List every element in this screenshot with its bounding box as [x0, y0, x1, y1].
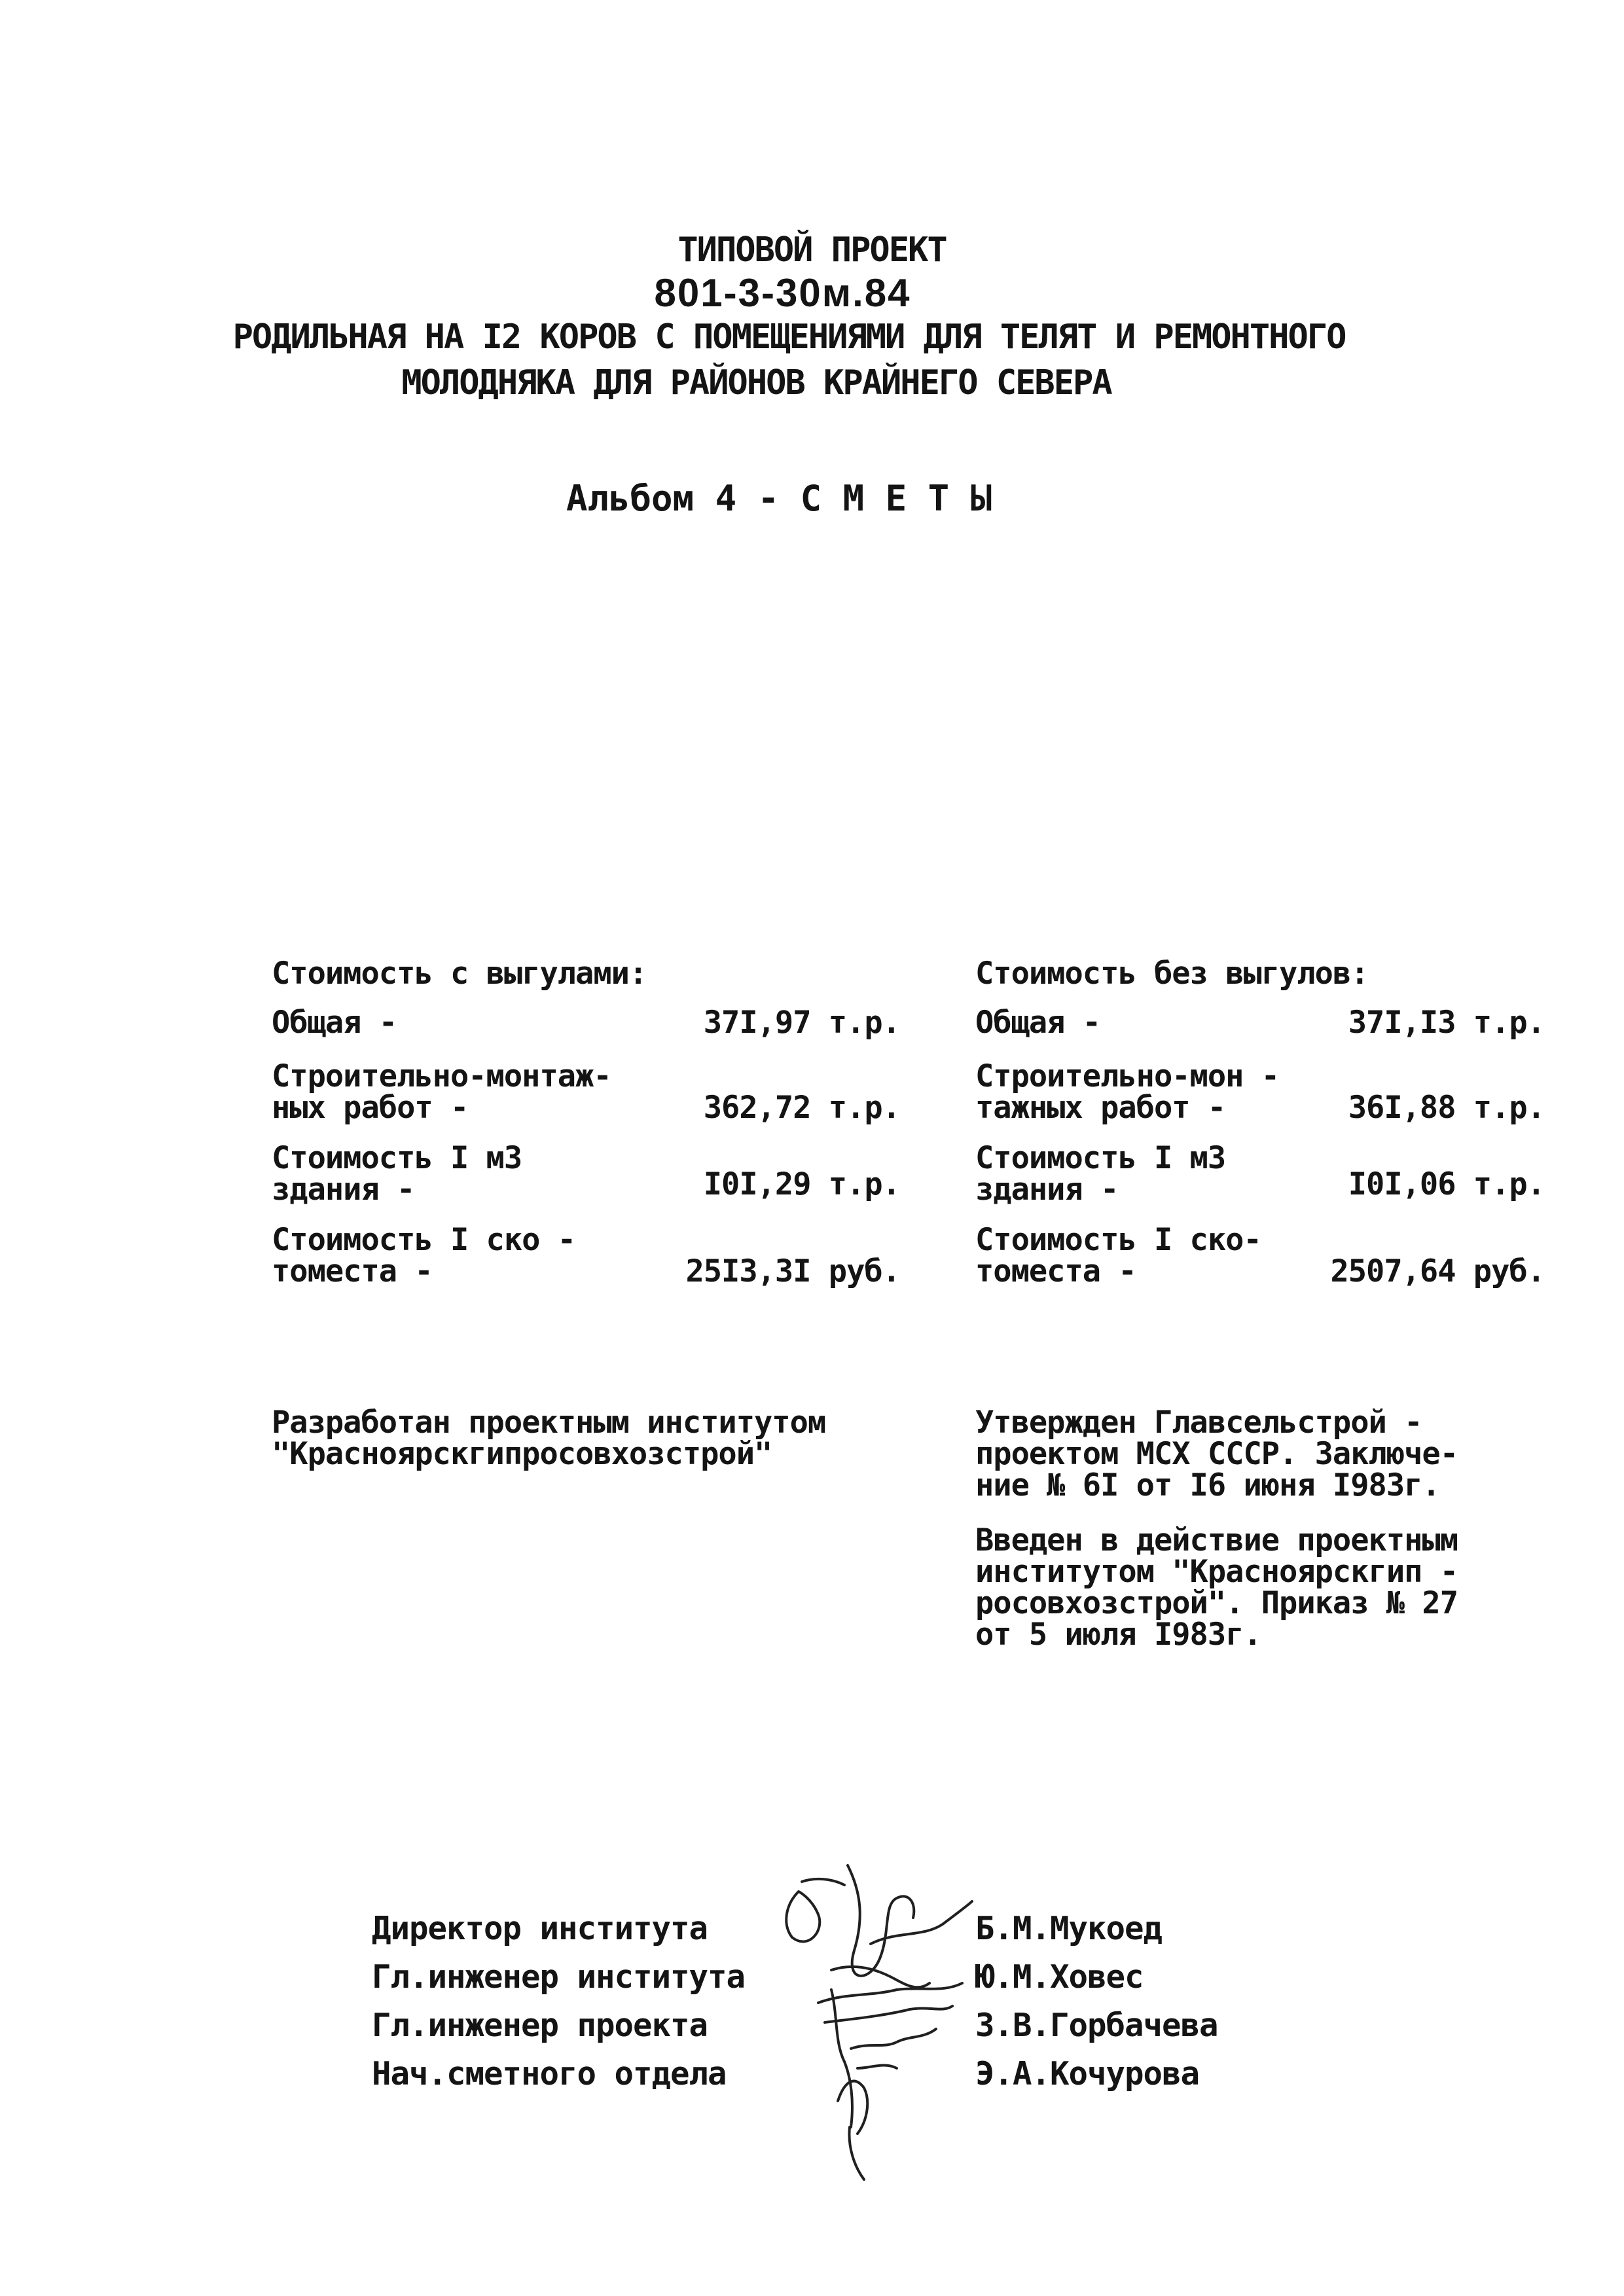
approval-note	[975, 1407, 1458, 1501]
cost-row-total-right	[975, 1007, 1545, 1046]
cost-value: 2507,64 руб.	[1330, 1253, 1545, 1289]
approval-line-3: ние № 6I от I6 июня I983г.	[975, 1467, 1440, 1503]
developer-line-1: Разработан проектным институтом	[272, 1405, 826, 1441]
cost-row-construction-left: Строительно-монтаж- ных работ - 362,72 т.р.	[272, 1058, 900, 1126]
cost-value: 362,72 т.р.	[703, 1090, 900, 1126]
signature-role: Нач.сметного отдела	[372, 2055, 727, 2092]
introduction-line-1: Введен в действие проектным	[975, 1522, 1458, 1558]
introduction-line-2: институтом "Красноярскгип -	[975, 1554, 1458, 1590]
cost-value: 25I3,3I руб.	[685, 1253, 900, 1289]
project-number: 801-3-30м.84	[654, 271, 911, 315]
cost-heading-left: Стоимость с выгулами:	[272, 956, 647, 992]
approval-line-1: Утвержден Главсельстрой -	[975, 1405, 1422, 1441]
cost-block-right	[975, 956, 1545, 1309]
cost-value: 36I,88 т.р.	[1348, 1090, 1545, 1126]
title-line-2: РОДИЛЬНАЯ НА I2 КОРОВ С ПОМЕЩЕНИЯМИ ДЛЯ ТЕЛЯТ И РЕМОНТНОГО	[232, 317, 1346, 357]
cost-value: 37I,I3 т.р.	[1348, 1005, 1545, 1041]
title-line-1: ТИПОВОЙ ПРОЕКТ	[677, 230, 947, 270]
signature-name: Ю.М.Ховес	[975, 1958, 1144, 1996]
cost-heading-right: Стоимость без выгулов:	[975, 956, 1369, 992]
signature-name: Б.М.Мукоед	[975, 1910, 1163, 1947]
cost-value: I0I,06 т.р.	[1348, 1166, 1545, 1202]
title-line-3: МОЛОДНЯКА ДЛЯ РАЙОНОВ КРАЙНЕГО СЕВЕРА	[401, 363, 1111, 403]
cost-row-livestock-right: Стоимость I ско- томеста - 2507,64 руб.	[975, 1222, 1545, 1289]
signature-role: Гл.инженер проекта	[372, 2007, 708, 2044]
cost-row-construction-right: Строительно-мон - тажных работ - 36I,88 т.р.	[975, 1058, 1545, 1126]
cost-block-left	[272, 956, 900, 1309]
cost-row-livestock-left: Стоимость I ско - томеста - 25I3,3I руб.	[272, 1222, 900, 1289]
cost-row-m3-right: Стоимость I м3 здания - I0I,06 т.р.	[975, 1140, 1545, 1208]
cost-row-m3-left: Стоимость I м3 здания - I0I,29 т.р.	[272, 1140, 900, 1208]
signature-role: Гл.инженер института	[372, 1958, 746, 1996]
cost-value: 37I,97 т.р.	[703, 1005, 900, 1041]
signature-role: Директор института	[372, 1910, 708, 1947]
introduction-line-4: от 5 июля I983г.	[975, 1617, 1261, 1653]
cost-value: I0I,29 т.р.	[703, 1166, 900, 1202]
introduction-note	[975, 1522, 1458, 1653]
cost-row-total-left	[272, 1007, 900, 1046]
cost-label: Общая -	[975, 1005, 1101, 1041]
signature-name: З.В.Горбачева	[975, 2007, 1218, 2044]
handwritten-signatures	[772, 1852, 982, 2193]
album-title: Альбом 4 - С М Е Т Ы	[566, 478, 992, 519]
developer-note	[272, 1407, 825, 1470]
cost-label: Общая -	[272, 1005, 397, 1041]
developer-line-2: "Красноярскгипросовхозстрой"	[272, 1436, 772, 1472]
signature-name: Э.А.Кочурова	[975, 2055, 1200, 2092]
approval-line-2: проектом МСХ СССР. Заключе-	[975, 1436, 1458, 1472]
introduction-line-3: росовхозстрой". Приказ № 27	[975, 1585, 1458, 1621]
